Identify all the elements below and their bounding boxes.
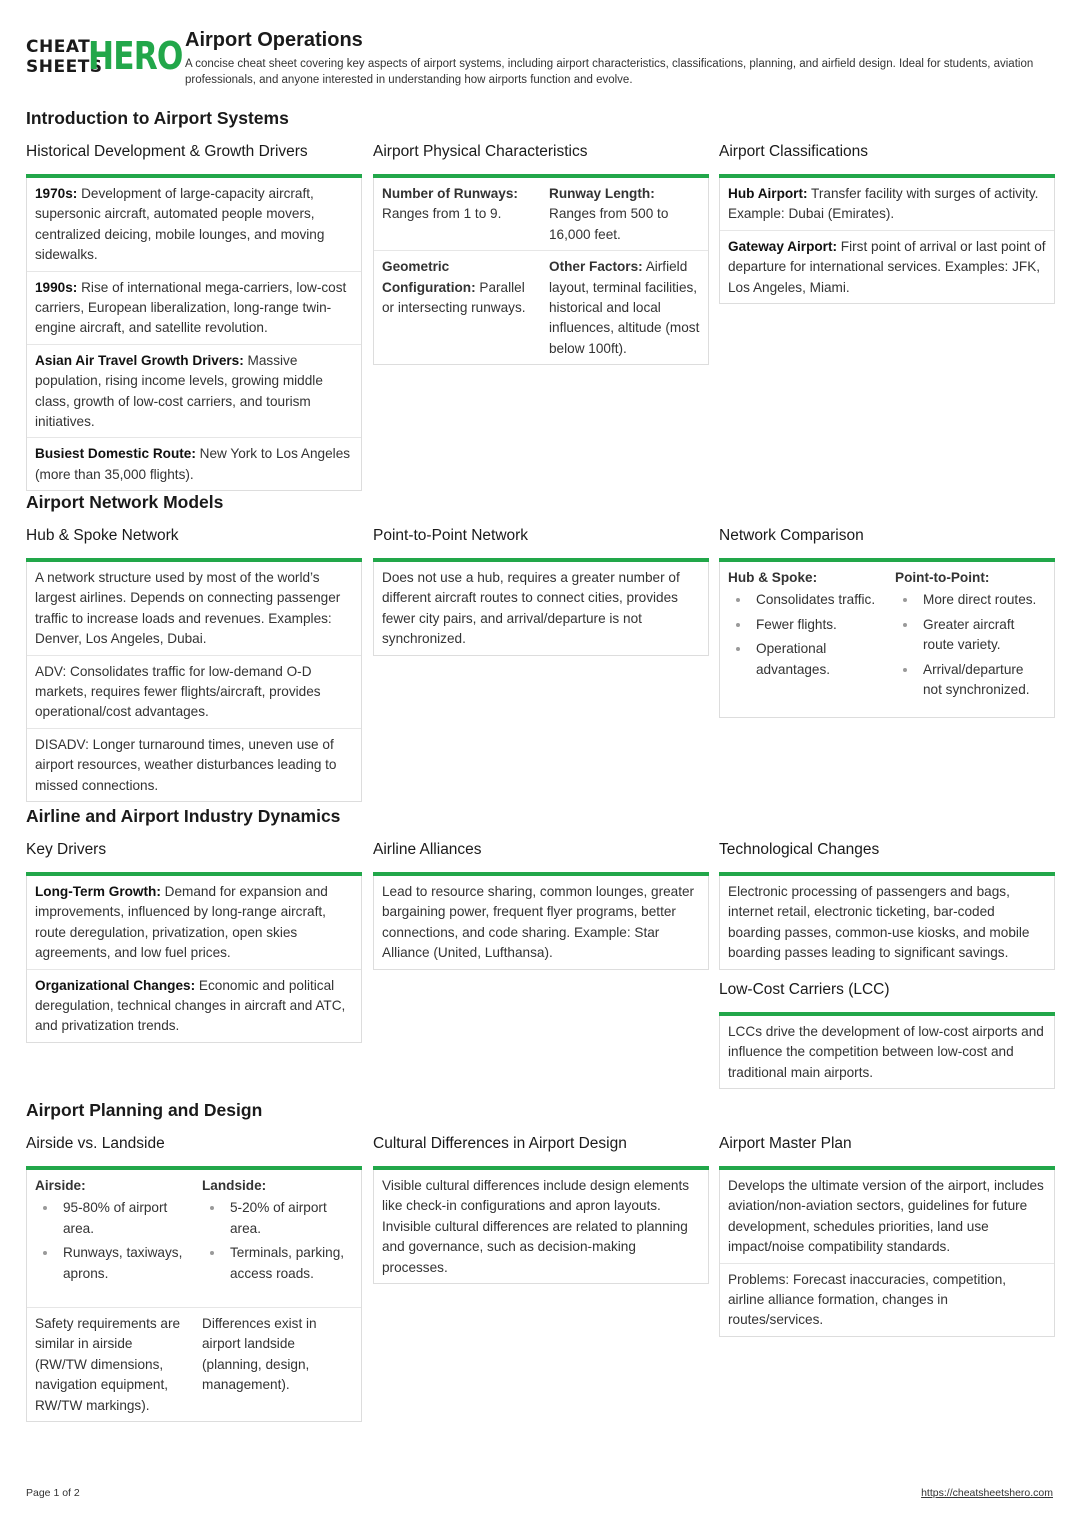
list-item: Lead to resource sharing, common lounges, greater bargaining power, frequent flyer programs, better connections, and code sharing. Example: Star Alliance (United, Lufthansa). xyxy=(382,884,695,961)
list-item xyxy=(27,437,361,490)
section-title-planning: Airport Planning and Design xyxy=(26,1100,263,1120)
bullet-list xyxy=(728,590,879,680)
block-key-drivers xyxy=(26,840,362,1043)
block-heading: Hub & Spoke Network xyxy=(26,527,179,544)
grid-cell: Differences exist in airport landside (planning, design, management). xyxy=(202,1316,317,1393)
row-label: Asian Air Travel Growth Drivers: xyxy=(35,352,244,368)
card xyxy=(26,876,362,1043)
row-label: 1970s: xyxy=(35,186,78,201)
cell-text: Ranges from 1 to 9. xyxy=(382,206,502,222)
grid-row xyxy=(27,1308,361,1421)
block-cultural-differences xyxy=(373,1134,709,1284)
block-heading: Airside vs. Landside xyxy=(26,1135,165,1152)
block-hub-spoke xyxy=(26,526,362,802)
row-text: Economic and political deregulation, technical changes in aircraft and ATC, and privatization trends. xyxy=(35,977,346,1034)
block-heading: Airport Physical Characteristics xyxy=(373,143,588,160)
grid-row xyxy=(374,251,708,364)
page-description: A concise cheat sheet covering key aspects of airport systems, including airport characteristics, classifications, planning, and airfield design. Ideal for students, aviation professionals, and anyone interested in understanding how airports function and evolve. xyxy=(185,58,1034,86)
column-label: Airside: xyxy=(35,1178,86,1193)
bullet-item: Consolidates traffic. xyxy=(728,590,879,610)
bullet-item: 95-80% of airport area. xyxy=(35,1198,186,1239)
card xyxy=(373,178,709,365)
list-item xyxy=(27,876,361,969)
block-heading: Airport Master Plan xyxy=(719,1135,852,1152)
cell-label: Geometric Configuration: xyxy=(382,259,476,295)
section-title-intro: Introduction to Airport Systems xyxy=(26,108,289,128)
bullet-item: Greater aircraft route variety. xyxy=(895,615,1046,656)
block-heading: Low-Cost Carriers (LCC) xyxy=(719,981,890,998)
column-label: Hub & Spoke: xyxy=(728,570,818,585)
block-physical-characteristics xyxy=(373,142,709,365)
list-item: Does not use a hub, requires a greater number of different aircraft routes to connect cities, provides fewer city pairs, and arrival/departure is not synchronized. xyxy=(382,570,680,647)
column-label: Landside: xyxy=(202,1178,267,1193)
comparison-point-to-point xyxy=(887,562,1054,709)
row-text: New York to Los Angeles (more than 35,000 flights). xyxy=(35,446,351,482)
list-item: A network structure used by most of the world’s largest airlines. Depends on connecting passenger traffic to increase loads and revenues. Examples: Denver, Los Angeles, Dubai. xyxy=(35,570,341,647)
bullet-item: Terminals, parking, access roads. xyxy=(202,1243,353,1284)
cheatsheetshero-logo[interactable] xyxy=(26,34,183,80)
row-label: Organizational Changes: xyxy=(35,977,196,993)
logo-sheets-text: SHEETS xyxy=(26,57,103,77)
row-label: 1990s: xyxy=(35,279,78,295)
block-network-comparison xyxy=(719,526,1055,718)
row-label: Busiest Domestic Route: xyxy=(35,446,196,462)
block-heading: Airline Alliances xyxy=(373,841,482,858)
page-title: Airport Operations xyxy=(185,29,363,51)
list-item: Develops the ultimate version of the airport, includes aviation/non-aviation sectors, guidelines for future development, schedules priorities, land use impact/noise compatibility standards. xyxy=(728,1178,1044,1255)
footer-link[interactable]: https://cheatsheetshero.com xyxy=(921,1487,1053,1499)
list-item xyxy=(27,271,361,344)
block-master-plan xyxy=(719,1134,1055,1337)
landside-column xyxy=(194,1170,361,1293)
list-item xyxy=(27,344,361,438)
list-item: DISADV: Longer turnaround times, uneven use of airport resources, weather disturbances leading to missed connections. xyxy=(27,728,361,801)
grid-cell xyxy=(541,178,708,250)
card xyxy=(373,876,709,970)
row-text: Demand for expansion and improvements, influenced by long-range aircraft, route deregulation, privatization, open skies agreements, and low fuel prices. xyxy=(35,884,328,961)
page-header xyxy=(26,28,1056,88)
grid-cell: Safety requirements are similar in airside (RW/TW dimensions, navigation equipment, RW/TW markings). xyxy=(35,1316,181,1413)
bullet-item: Fewer flights. xyxy=(728,615,879,635)
block-point-to-point xyxy=(373,526,709,656)
grid-cell xyxy=(374,251,541,364)
airside-column xyxy=(27,1170,194,1293)
logo-hero-text: HERO xyxy=(88,34,183,78)
card xyxy=(719,562,1055,718)
row-text: Rise of international mega-carriers, low-cost carriers, European liberalization, long-range twin-engine aircraft, and satellite revolution. xyxy=(35,279,347,336)
list-item xyxy=(27,969,361,1042)
block-heading: Point-to-Point Network xyxy=(373,527,529,544)
list-item: Electronic processing of passengers and bags, internet retail, electronic ticketing, bar-coded boarding passes, common-use kiosks, and mobile boarding passes leading to significant savings. xyxy=(728,884,1030,961)
card xyxy=(719,876,1055,970)
block-heading: Airport Classifications xyxy=(719,143,869,160)
bullet-list xyxy=(35,1198,186,1284)
section-title-industry: Airline and Airport Industry Dynamics xyxy=(26,806,341,826)
row-text: First point of arrival or last point of departure for international services. Examples: JFK, Los Angeles, Miami. xyxy=(728,238,1046,295)
card xyxy=(26,562,362,802)
block-historical-development xyxy=(26,142,362,491)
list-item xyxy=(720,230,1054,303)
card xyxy=(373,562,709,656)
grid-cell xyxy=(374,178,541,250)
grid-row xyxy=(720,562,1054,717)
cell-text: Airfield layout, terminal facilities, historical and local influences, altitude (most below 100ft). xyxy=(549,259,700,356)
block-technological-changes xyxy=(719,840,1055,970)
card xyxy=(26,178,362,491)
card xyxy=(719,1016,1055,1089)
bullet-list xyxy=(202,1198,353,1284)
cell-text: Parallel or intersecting runways. xyxy=(382,279,526,316)
list-item xyxy=(720,178,1054,230)
row-label: Gateway Airport: xyxy=(728,238,838,254)
block-heading: Key Drivers xyxy=(26,841,107,858)
block-airport-classifications xyxy=(719,142,1055,304)
block-airline-alliances xyxy=(373,840,709,970)
list-item xyxy=(27,178,361,271)
column-label: Point-to-Point: xyxy=(895,570,990,585)
row-text: Development of large-capacity aircraft, supersonic aircraft, automated people movers, centralized deicing, mobile lounges, and moving sidewalks. xyxy=(35,186,325,263)
row-label: Long-Term Growth: xyxy=(35,884,161,899)
cell-label: Number of Runways: xyxy=(382,186,518,201)
card xyxy=(373,1170,709,1284)
header-text xyxy=(185,28,1056,88)
grid-cell xyxy=(541,251,708,364)
cell-label: Runway Length: xyxy=(549,186,655,201)
block-heading: Cultural Differences in Airport Design xyxy=(373,1135,627,1152)
logo-cheat-text: CHEAT xyxy=(26,37,91,57)
row-text: Massive population, rising income levels, growing middle class, growth of low-cost carriers, and tourism initiatives. xyxy=(35,352,323,430)
bullet-item: More direct routes. xyxy=(895,590,1046,610)
list-item: Visible cultural differences include design elements like check-in configurations and apron layouts. Invisible cultural differences are related to planning and governance, such as decision-making processes. xyxy=(382,1178,690,1275)
bullet-item: 5-20% of airport area. xyxy=(202,1198,353,1239)
grid-row xyxy=(27,1170,361,1308)
section-title-network: Airport Network Models xyxy=(26,492,224,512)
list-item: ADV: Consolidates traffic for low-demand O-D markets, requires fewer flights/aircraft, provides operational/cost advantages. xyxy=(27,655,361,728)
bullet-item: Arrival/departure not synchronized. xyxy=(895,660,1046,701)
comparison-hub-spoke xyxy=(720,562,887,709)
page-number: Page 1 of 2 xyxy=(26,1487,80,1499)
list-item: Problems: Forecast inaccuracies, competition, airline alliance formation, changes in routes/services. xyxy=(720,1263,1054,1336)
card xyxy=(26,1170,362,1422)
card xyxy=(719,178,1055,304)
block-heading: Historical Development & Growth Drivers xyxy=(26,143,308,160)
block-heading: Technological Changes xyxy=(719,841,880,858)
bullet-item: Runways, taxiways, aprons. xyxy=(35,1243,186,1284)
row-label: Hub Airport: xyxy=(728,186,808,201)
block-heading: Network Comparison xyxy=(719,527,864,544)
bullet-list xyxy=(895,590,1046,700)
block-low-cost-carriers xyxy=(719,980,1055,1089)
bullet-item: Operational advantages. xyxy=(728,639,879,680)
cell-text: Ranges from 500 to 16,000 feet. xyxy=(549,206,669,242)
list-item: LCCs drive the development of low-cost airports and influence the competition between low-cost and traditional main airports. xyxy=(728,1024,1044,1080)
block-airside-landside xyxy=(26,1134,362,1422)
card xyxy=(719,1170,1055,1337)
cell-label: Other Factors: xyxy=(549,259,643,275)
row-text: Transfer facility with surges of activity. Example: Dubai (Emirates). xyxy=(728,186,1039,222)
grid-row xyxy=(374,178,708,251)
